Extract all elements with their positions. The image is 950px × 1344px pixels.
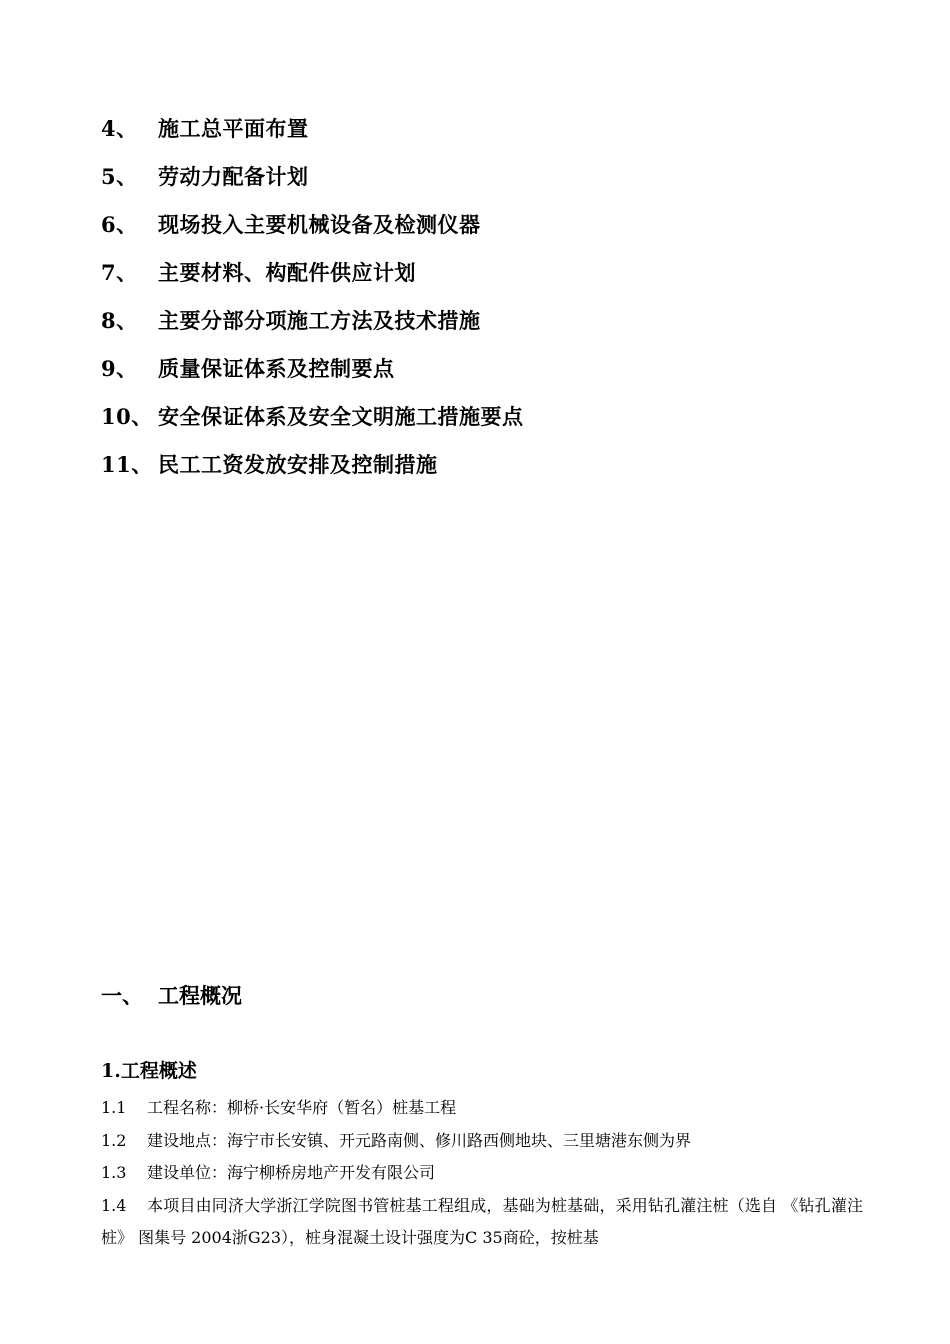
paragraph-text: 本项目由同济大学浙江学院图书管桩基工程组成，基础为桩基础，采用钻孔灌注桩（选自 《钻孔灌注桩》 图集号 2004浙G23），桩身混凝土设计强度为C 35商砼，按桩基: [101, 1195, 863, 1247]
paragraph-number: 1.2: [101, 1130, 127, 1150]
toc-item-title: 主要分部分项施工方法及技术措施: [158, 308, 481, 333]
toc-item-title: 安全保证体系及安全文明施工措施要点: [158, 404, 524, 429]
toc-item: [101, 440, 524, 488]
toc-item: [101, 344, 524, 392]
toc-item-number: 11、: [101, 452, 153, 477]
toc-item: [101, 248, 524, 296]
toc-item-number: 6、: [101, 212, 138, 237]
paragraph-number: 1.3: [101, 1163, 127, 1182]
toc-item-number: 5、: [101, 164, 138, 189]
toc-item-title: 民工工资发放安排及控制措施: [158, 452, 438, 477]
toc-item: [101, 200, 524, 248]
paragraph: [101, 1157, 863, 1190]
toc-item: [101, 152, 524, 200]
paragraph-number: 1.1: [101, 1098, 127, 1117]
toc-item-number: 9、: [101, 356, 138, 381]
paragraph-number: 1.4: [101, 1195, 127, 1215]
toc-item-number: 10、: [101, 404, 153, 429]
table-of-contents: [101, 104, 524, 488]
toc-item-title: 施工总平面布置: [158, 116, 309, 141]
section-heading: [101, 980, 242, 1010]
toc-item-number: 4、: [101, 116, 138, 141]
toc-item-number: 7、: [101, 260, 138, 285]
paragraph: [101, 1190, 863, 1255]
toc-item-title: 质量保证体系及控制要点: [158, 356, 395, 381]
paragraph-text: 建设单位：海宁柳桥房地产开发有限公司: [147, 1163, 436, 1182]
body-text: [101, 1092, 863, 1255]
section-number: 一、: [101, 983, 143, 1008]
toc-item-title: 劳动力配备计划: [158, 164, 309, 189]
toc-item: [101, 392, 524, 440]
toc-item-number: 8、: [101, 308, 138, 333]
toc-item-title: 主要材料、构配件供应计划: [158, 260, 416, 285]
paragraph-text: 工程名称：柳桥·长安华府（暂名）桩基工程: [147, 1098, 457, 1117]
paragraph: [101, 1125, 863, 1158]
paragraph: [101, 1092, 863, 1125]
toc-item: [101, 296, 524, 344]
toc-item-title: 现场投入主要机械设备及检测仪器: [158, 212, 481, 237]
subsection-heading: 1.工程概述: [101, 1060, 197, 1082]
toc-item: [101, 104, 524, 152]
section-title: 工程概况: [158, 983, 242, 1008]
paragraph-text: 建设地点：海宁市长安镇、开元路南侧、修川路西侧地块、三里塘港东侧为界: [147, 1130, 692, 1150]
